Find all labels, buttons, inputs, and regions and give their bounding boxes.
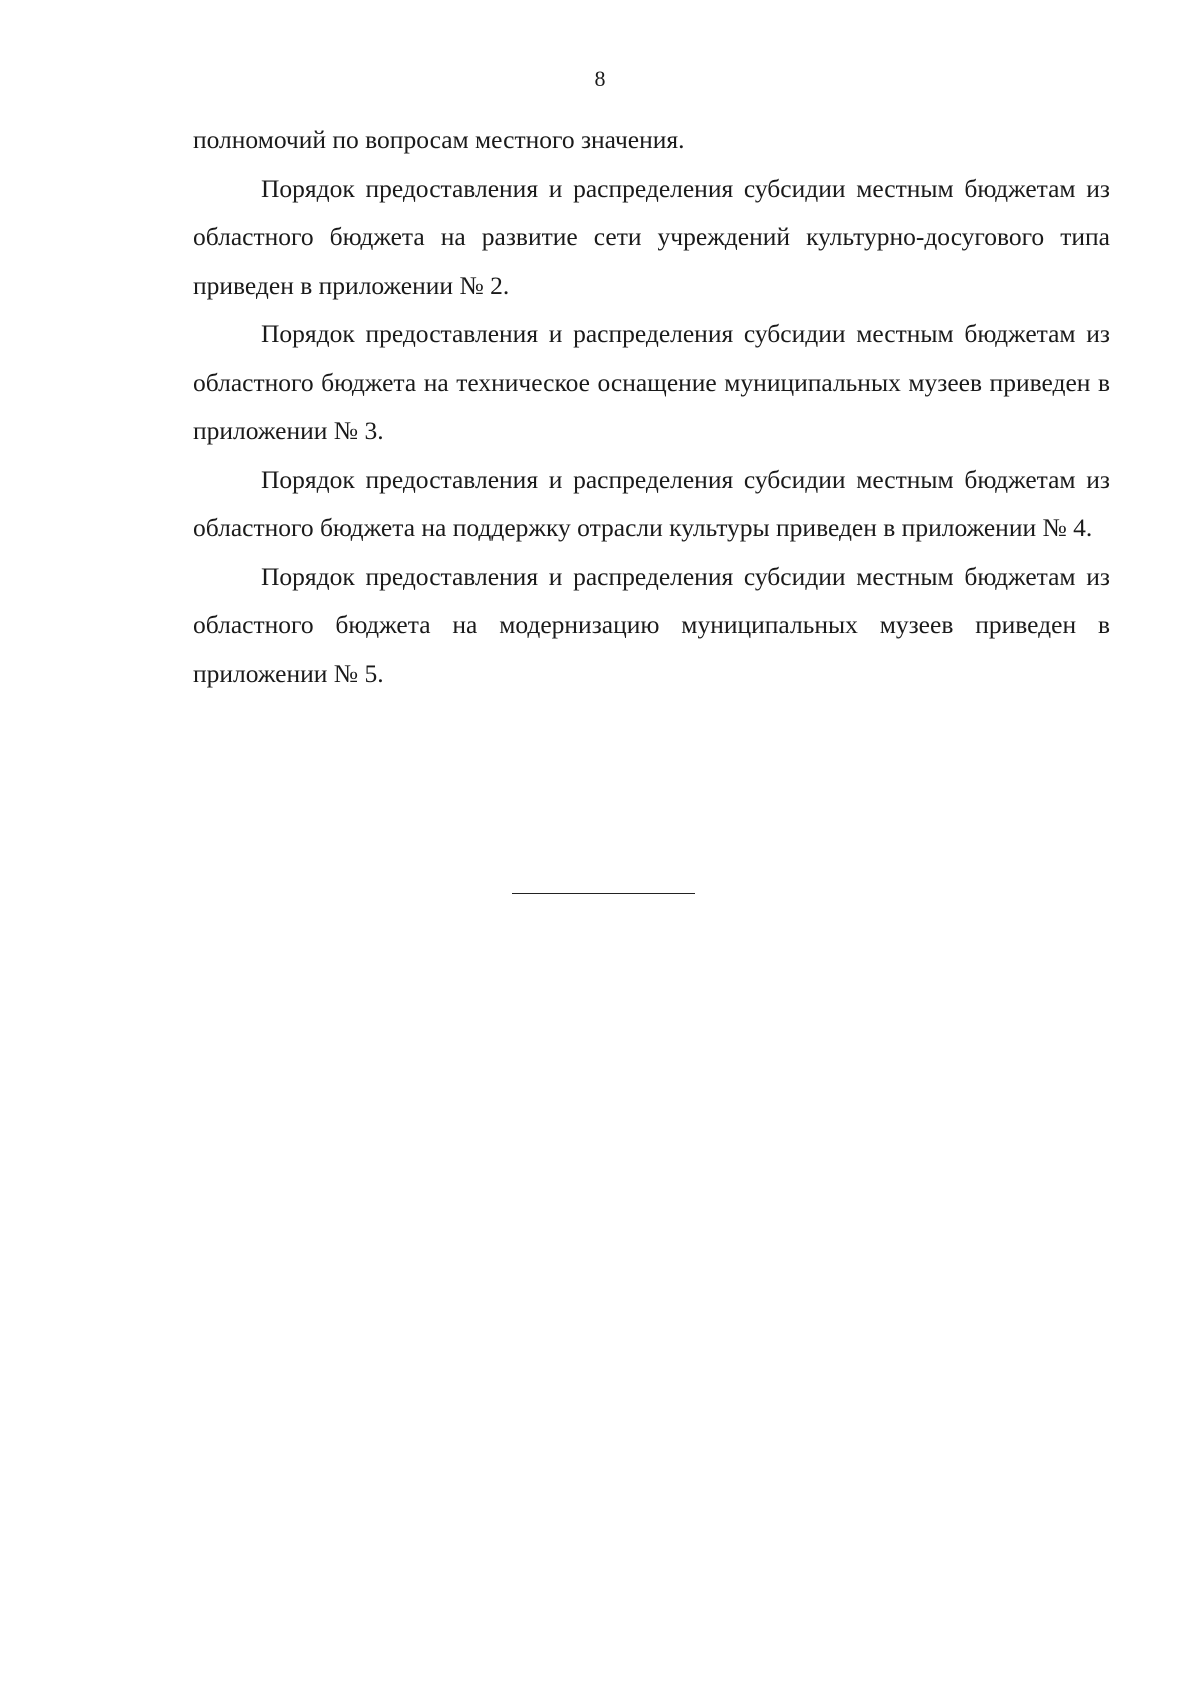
paragraph-appendix-4: Порядок предоставления и распределения субсидии местным бюджетам из областного бюджета на поддержку отрасли культуры приведен в приложении № 4. — [193, 464, 1110, 542]
paragraph-appendix-2: Порядок предоставления и распределения субсидии местным бюджетам из областного бюджета на развитие сети учреждений культурно-досугового типа приведен в приложении № 2. — [193, 173, 1110, 300]
paragraph-appendix-5: Порядок предоставления и распределения субсидии местным бюджетам из областного бюджета на модернизацию муниципальных музеев приведен в приложении № 5. — [193, 561, 1110, 688]
paragraph-continuation: полномочий по вопросам местного значения. — [193, 125, 685, 154]
page-number: 8 — [594, 66, 606, 91]
document-body — [193, 116, 1110, 698]
paragraph-appendix-3: Порядок предоставления и распределения субсидии местным бюджетам из областного бюджета на техническое оснащение муниципальных музеев приведен в приложении № 3. — [193, 319, 1110, 445]
end-separator-line — [512, 893, 695, 894]
